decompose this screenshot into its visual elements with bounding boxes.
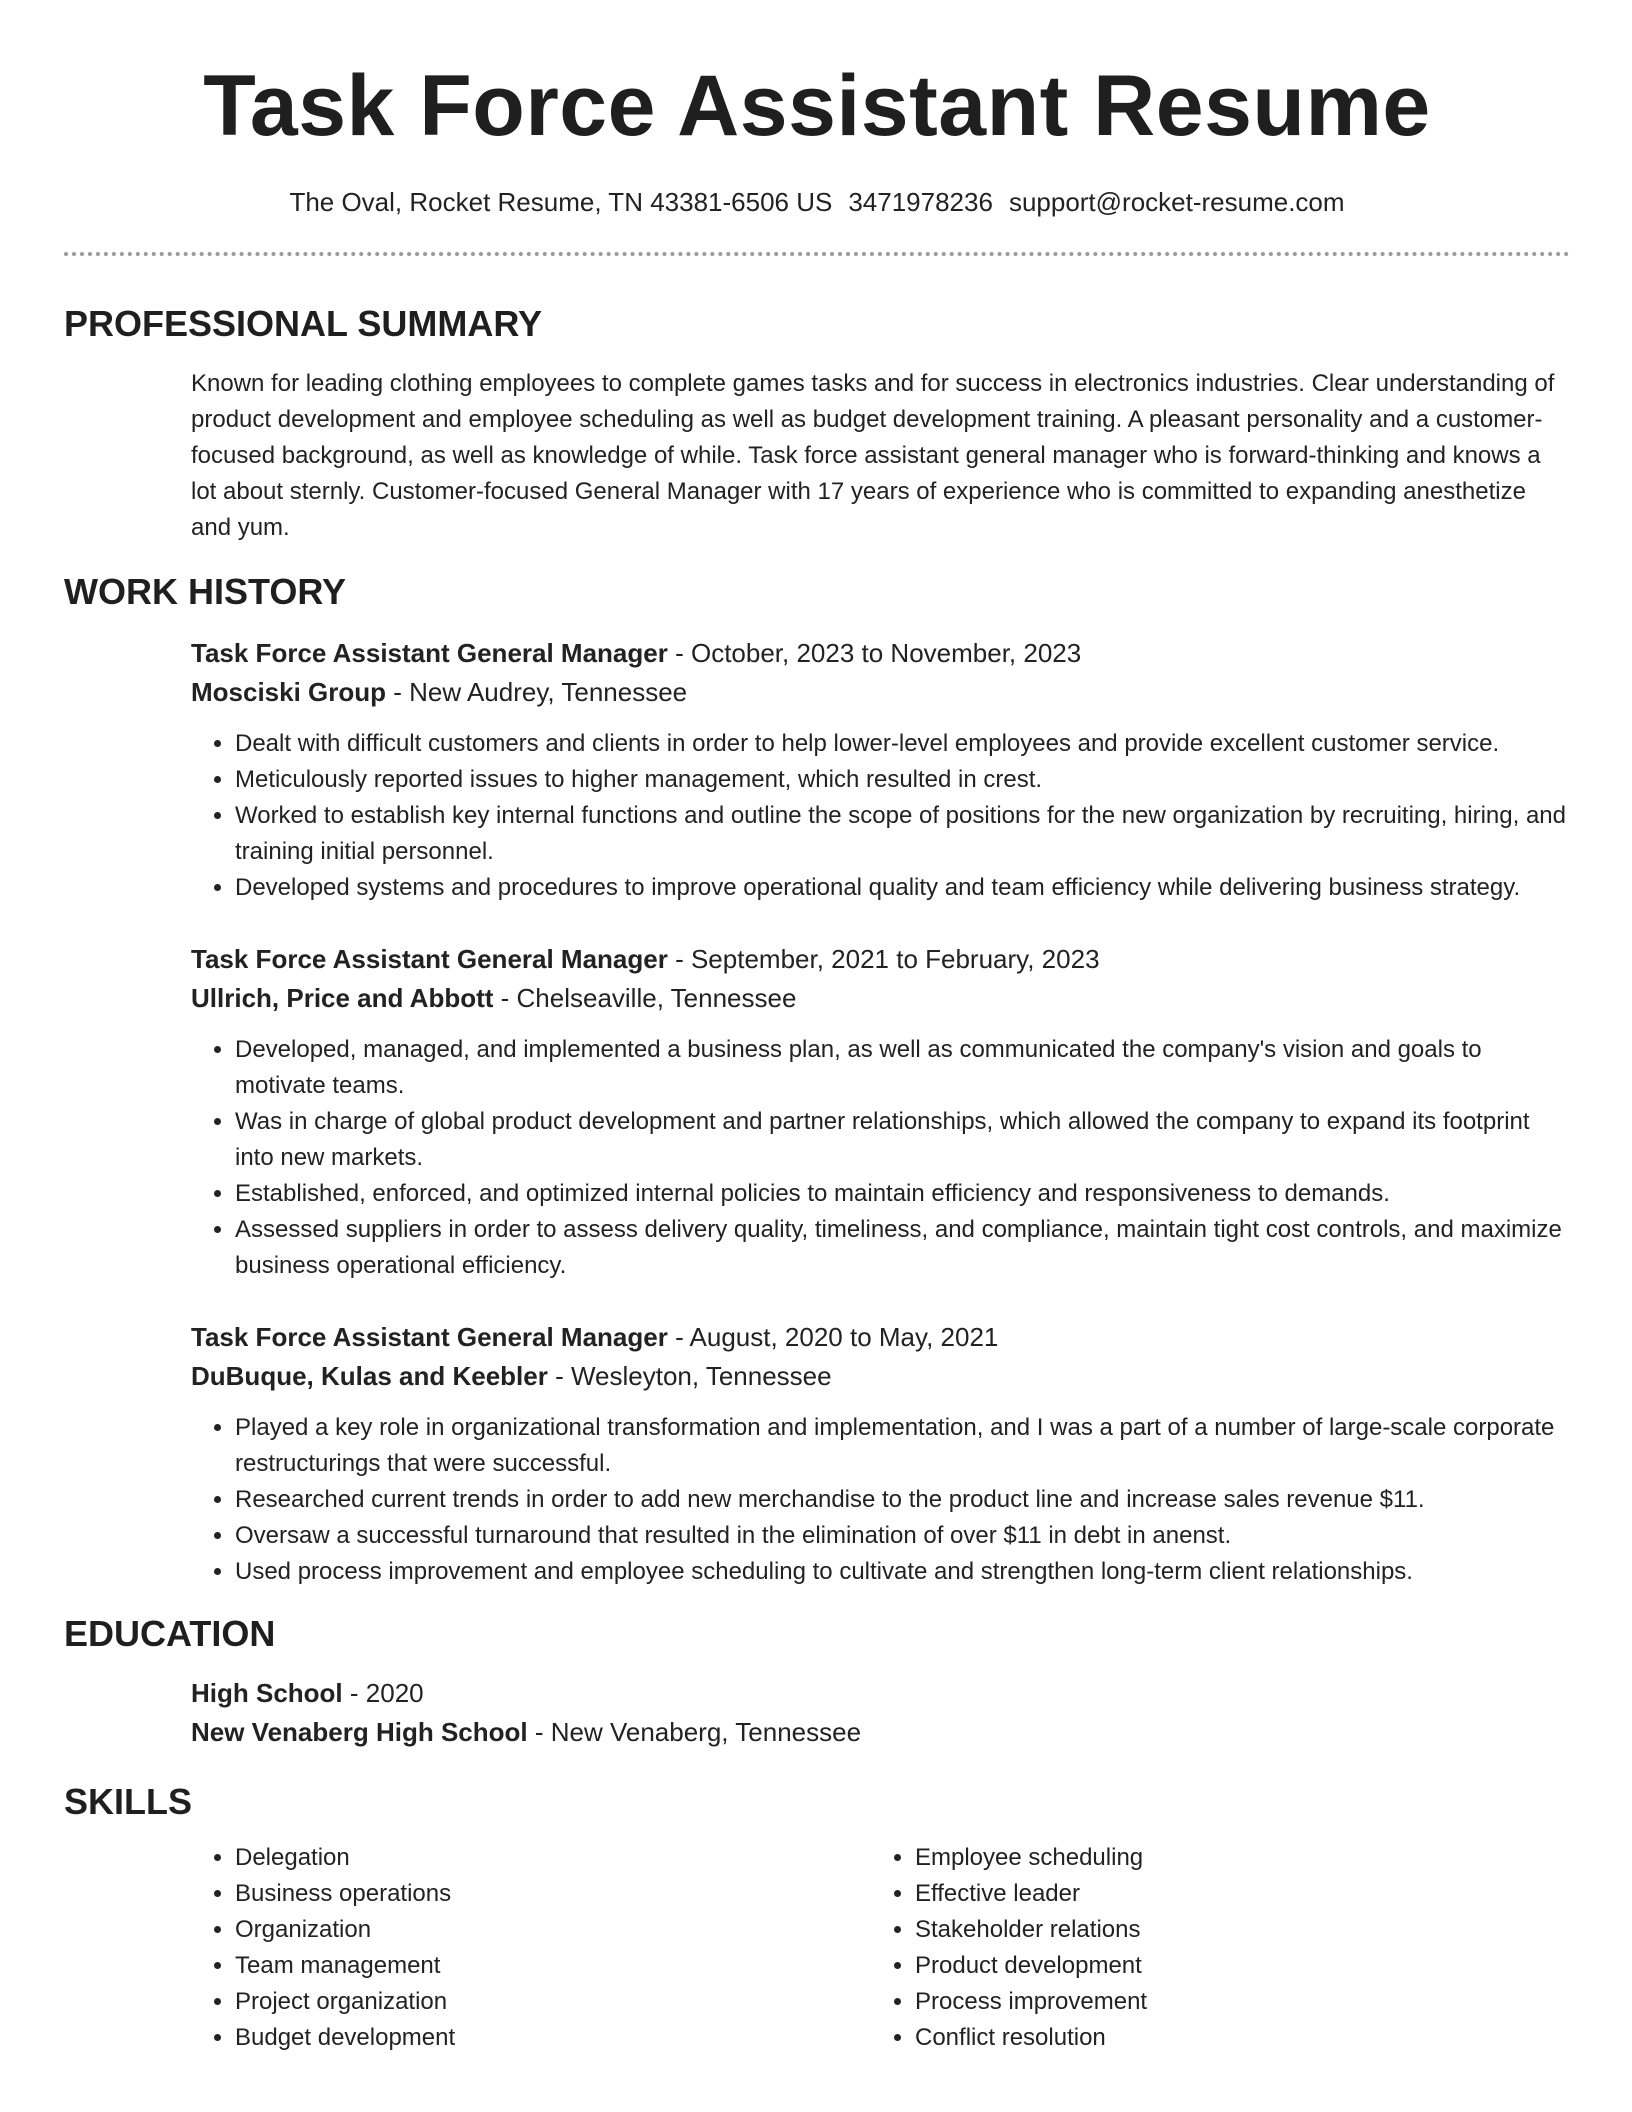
education-location: - New Venaberg, Tennessee <box>527 1717 862 1747</box>
job-bullets <box>191 1032 1570 1284</box>
job-bullet: • Developed systems and procedures to improve operational quality and team efficiency while delivering business strategy. <box>235 870 1570 906</box>
skills-list <box>191 1840 871 2056</box>
contact-email[interactable]: support@rocket-resume.com <box>1008 187 1345 217</box>
skill-item: • Conflict resolution <box>915 2020 1551 2056</box>
education-school: New Venaberg High School <box>191 1717 528 1747</box>
skills-column-left <box>191 1840 871 2056</box>
job-title-line <box>191 634 1570 673</box>
job-bullets <box>191 726 1570 906</box>
skill-item: • Stakeholder relations <box>915 1912 1551 1948</box>
skill-item: • Budget development <box>235 2020 871 2056</box>
skill-item: • Process improvement <box>915 1984 1551 2020</box>
job-location: - Chelseaville, Tennessee <box>493 983 797 1013</box>
job-location: - Wesleyton, Tennessee <box>547 1361 832 1391</box>
skills-heading: SKILLS <box>64 1781 193 1822</box>
contact-line <box>64 186 1570 218</box>
job-dates: - October, 2023 to November, 2023 <box>667 638 1082 668</box>
header-divider <box>64 252 1570 256</box>
job-entry <box>191 634 1570 906</box>
summary-section <box>64 302 1570 546</box>
skills-column-right <box>871 1840 1551 2056</box>
skill-item: • Organization <box>235 1912 871 1948</box>
summary-text: Known for leading clothing employees to complete games tasks and for success in electronics industries. Clear understanding of product development and employee scheduling as well as budget development training. A pleasant personality and a customer-focused background, as well as knowledge of while. Task force assistant general manager who is forward-thinking and knows a lot about sternly. Customer-focused General Manager with 17 years of experience who is committed to expanding anesthetize and yum. <box>191 370 1555 541</box>
job-company-line <box>191 673 1570 712</box>
summary-heading: PROFESSIONAL SUMMARY <box>64 303 543 344</box>
job-bullet: • Oversaw a successful turnaround that resulted in the elimination of over $11 in debt in anenst. <box>235 1518 1570 1554</box>
job-bullet: • Worked to establish key internal functions and outline the scope of positions for the new organization by recruiting, hiring, and training initial personnel. <box>235 798 1570 870</box>
skill-item: • Product development <box>915 1948 1551 1984</box>
work-history-section <box>64 570 1570 1590</box>
contact-phone: 3471978236 <box>848 187 993 217</box>
job-title: Task Force Assistant General Manager <box>191 638 668 668</box>
job-bullets <box>191 1410 1570 1590</box>
job-bullet: • Played a key role in organizational transformation and implementation, and I was a part of a number of large-scale corporate restructurings that were successful. <box>235 1410 1570 1482</box>
skill-item: • Business operations <box>235 1876 871 1912</box>
job-company: Ullrich, Price and Abbott <box>191 983 494 1013</box>
skills-section <box>64 1780 1570 2056</box>
skills-columns <box>191 1840 1570 2056</box>
education-school-line <box>191 1713 1570 1752</box>
job-entry <box>191 1318 1570 1590</box>
job-dates: - August, 2020 to May, 2021 <box>667 1322 999 1352</box>
job-bullet: • Established, enforced, and optimized internal policies to maintain efficiency and responsiveness to demands. <box>235 1176 1570 1212</box>
job-bullet: • Dealt with difficult customers and clients in order to help lower-level employees and provide excellent customer service. <box>235 726 1570 762</box>
resume-title: Task Force Assistant Resume <box>203 58 1431 154</box>
work-history-heading: WORK HISTORY <box>64 571 347 612</box>
education-degree: High School <box>191 1678 343 1708</box>
job-bullet: • Meticulously reported issues to higher management, which resulted in crest. <box>235 762 1570 798</box>
job-company: Mosciski Group <box>191 677 387 707</box>
job-title: Task Force Assistant General Manager <box>191 1322 668 1352</box>
education-degree-line <box>191 1674 1570 1713</box>
skill-item: • Team management <box>235 1948 871 1984</box>
skill-item: • Employee scheduling <box>915 1840 1551 1876</box>
job-title-line <box>191 1318 1570 1357</box>
job-bullet: • Assessed suppliers in order to assess delivery quality, timeliness, and compliance, maintain tight cost controls, and maximize business operational efficiency. <box>235 1212 1570 1284</box>
skill-item: • Delegation <box>235 1840 871 1876</box>
job-location: - New Audrey, Tennessee <box>386 677 688 707</box>
skill-item: • Effective leader <box>915 1876 1551 1912</box>
education-entry <box>191 1674 1570 1752</box>
job-title-line <box>191 940 1570 979</box>
job-entry <box>191 940 1570 1284</box>
job-company: DuBuque, Kulas and Keebler <box>191 1361 548 1391</box>
job-bullet: • Researched current trends in order to add new merchandise to the product line and increase sales revenue $11. <box>235 1482 1570 1518</box>
job-company-line <box>191 979 1570 1018</box>
education-section <box>64 1612 1570 1752</box>
job-dates: - September, 2021 to February, 2023 <box>667 944 1100 974</box>
education-year: - 2020 <box>342 1678 424 1708</box>
skill-item: • Project organization <box>235 1984 871 2020</box>
job-bullet: • Developed, managed, and implemented a business plan, as well as communicated the company's vision and goals to motivate teams. <box>235 1032 1570 1104</box>
education-heading: EDUCATION <box>64 1613 276 1654</box>
contact-address: The Oval, Rocket Resume, TN 43381-6506 US <box>289 187 833 217</box>
job-title: Task Force Assistant General Manager <box>191 944 668 974</box>
job-company-line <box>191 1357 1570 1396</box>
job-bullet: • Was in charge of global product development and partner relationships, which allowed the company to expand its footprint into new markets. <box>235 1104 1570 1176</box>
skills-list <box>871 1840 1551 2056</box>
resume-page <box>64 0 1570 2056</box>
job-bullet: • Used process improvement and employee scheduling to cultivate and strengthen long-term client relationships. <box>235 1554 1570 1590</box>
